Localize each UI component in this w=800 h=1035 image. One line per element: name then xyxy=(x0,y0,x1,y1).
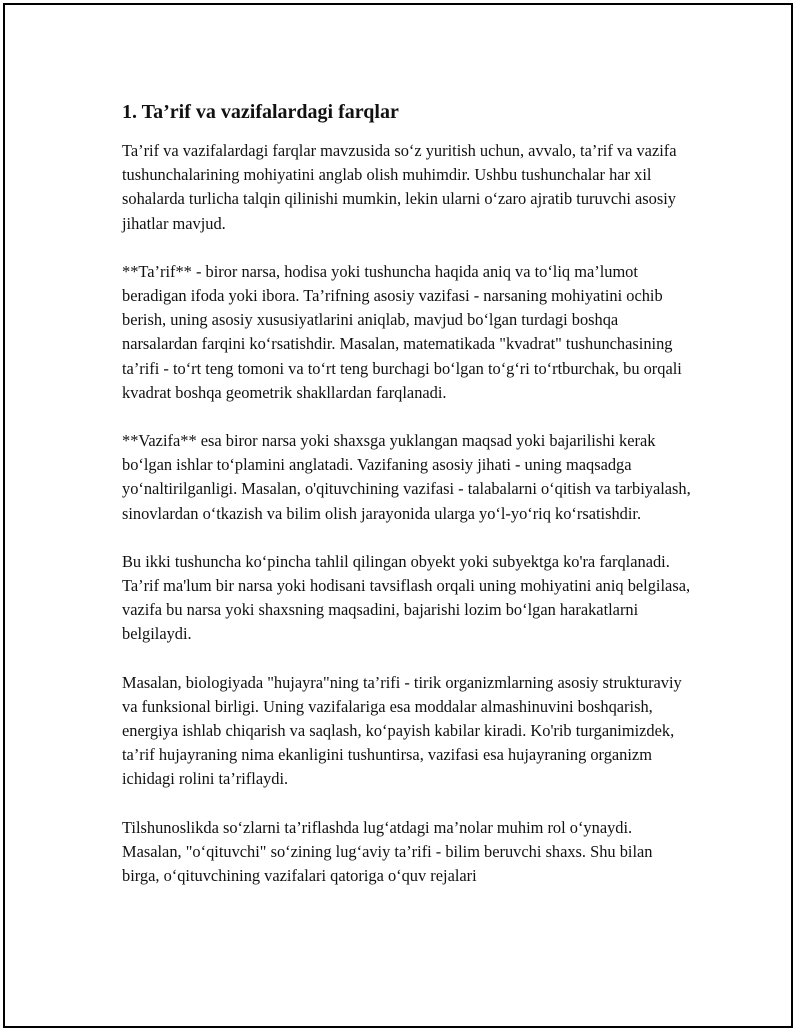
document-page xyxy=(3,3,793,1028)
document-body xyxy=(122,99,692,912)
paragraph: Masalan, biologiyada "hujayra"ning ta’rifi - tirik organizmlarning asosiy strukturaviy va funksional birligi. Uning vazifalariga esa moddalar almashinuvini boshqarish, energiya ishlab chiqarish va saqlash, ko‘payish kabilar kiradi. Ko'rib turganimizdek, ta’rif hujayraning nima ekanligini tushuntirsa, vazifasi esa hujayraning organizm ichidagi rolini ta’riflaydi. xyxy=(122,672,682,789)
paragraph: Tilshunoslikda so‘zlarni ta’riflashda lug‘atdagi ma’nolar muhim rol o‘ynaydi. Masalan, "o‘qituvchi" so‘zining lug‘aviy ta’rifi - bilim beruvchi shaxs. Shu bilan birga, o‘qituvchining vazifalari qatoriga o‘quv rejalari xyxy=(122,817,653,886)
paragraph: **Ta’rif** - biror narsa, hodisa yoki tushuncha haqida aniq va to‘liq ma’lumot beradigan ifoda yoki ibora. Ta’rifning asosiy vazifasi - narsaning mohiyatini ochib berish, uning asosiy xususiyatlarini aniqlab, mavjud bo‘lgan turdagi boshqa narsalardan farqini ko‘rsatishdir. Masalan, matematikada "kvadrat" tushunchasining ta’rifi - to‘rt teng tomoni va to‘rt teng burchagi bo‘lgan to‘g‘ri to‘rtburchak, bu orqali kvadrat boshqa geometrik shakllardan farqlanadi. xyxy=(122,261,682,402)
paragraph: Ta’rif va vazifalardagi farqlar mavzusida so‘z yuritish uchun, avvalo, ta’rif va vazifa tushunchalarining mohiyatini anglab olish muhimdir. Ushbu tushunchalar har xil sohalarda turlicha talqin qilinishi mumkin, lekin ularni o‘zaro ajratib turuvchi asosiy jihatlar mavjud. xyxy=(122,141,677,233)
paragraph: **Vazifa** esa biror narsa yoki shaxsga yuklangan maqsad yoki bajarilishi kerak bo‘lgan ishlar to‘plamini anglatadi. Vazifaning asosiy jihati - uning maqsadga yo‘naltirilganligi. Masalan, o'qituvchining vazifasi - talabalarni o‘qitish va tarbiyalash, sinovlardan o‘tkazish va bilim olish jarayonida ularga yo‘l-yo‘riq ko‘rsatishdir. xyxy=(122,431,691,523)
paragraph: Bu ikki tushuncha ko‘pincha tahlil qilingan obyekt yoki subyektga ko'ra farqlanadi. Ta’rif ma'lum bir narsa yoki hodisani tavsiflash orqali uning mohiyatini aniq belgilasa, vazifa bu narsa yoki shaxsning maqsadini, bajarishi lozim bo‘lgan harakatlarni belgilaydi. xyxy=(122,551,691,644)
section-heading: 1. Ta’rif va vazifalardagi farqlar xyxy=(122,101,399,123)
